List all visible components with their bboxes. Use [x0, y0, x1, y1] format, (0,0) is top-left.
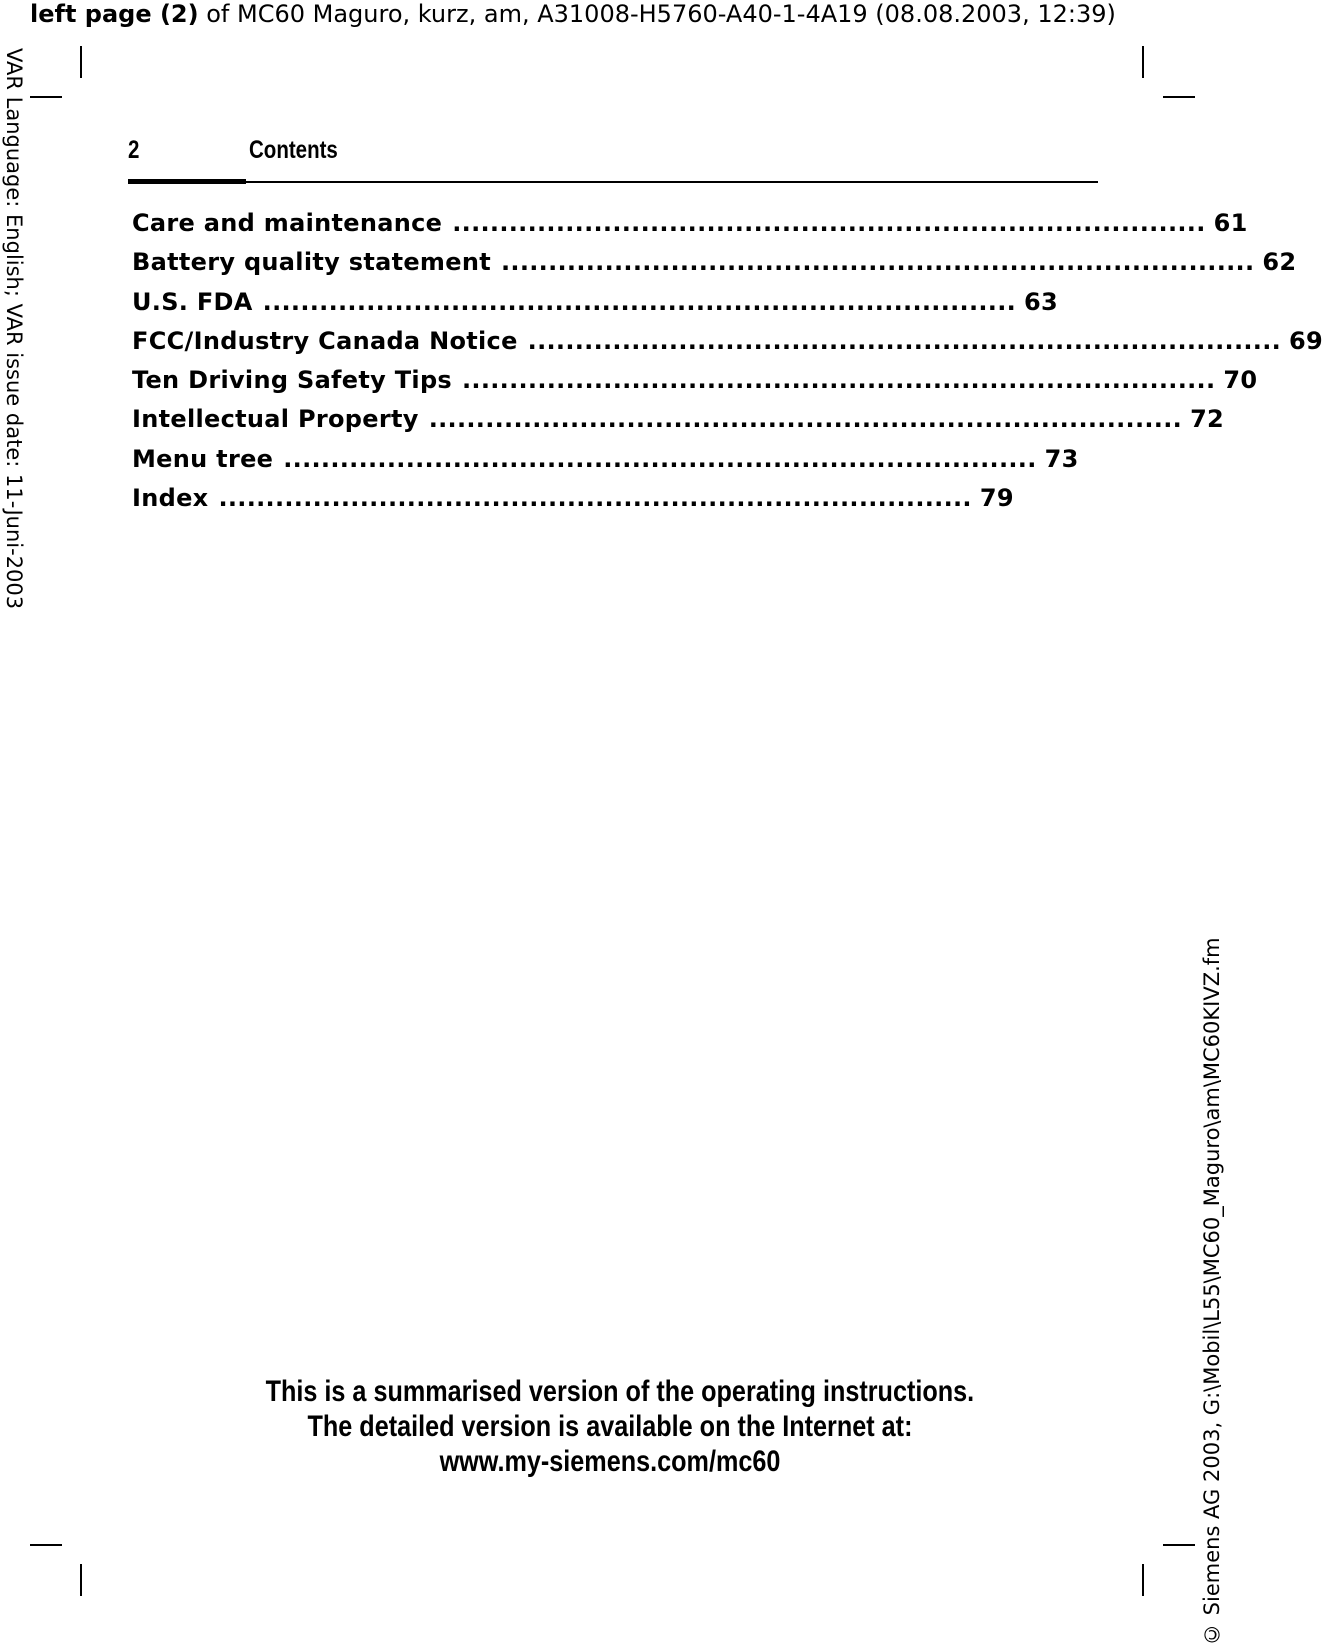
toc-entry-page: 69: [1289, 326, 1323, 355]
toc-entry-page: 73: [1044, 444, 1079, 473]
toc-entry-page: 72: [1190, 405, 1225, 434]
table-of-contents: [132, 209, 1323, 523]
toc-entry-page: 62: [1262, 248, 1297, 277]
toc-leader-dots: ................................................................................: [283, 444, 1037, 473]
toc-entry-label: Care and maintenance: [132, 209, 443, 237]
toc-entry[interactable]: [132, 209, 1248, 248]
toc-entry-page: 63: [1024, 287, 1059, 316]
slug-file-info: of MC60 Maguro, kurz, am, A31008-H5760-A40-1-4A19 (08.08.2003, 12:39): [198, 0, 1116, 28]
side-language-note: VAR Language: English; VAR issue date: 11-Juni-2003: [2, 48, 26, 610]
toc-entry[interactable]: [132, 248, 1297, 287]
crop-mark: [1163, 96, 1195, 98]
notice-url[interactable]: www.my-siemens.com/mc60: [439, 1445, 781, 1478]
toc-entry-label: Menu tree: [132, 444, 274, 473]
toc-entry-page: 61: [1213, 209, 1248, 237]
side-copyright-path: © Siemens AG 2003, G:\Mobil\L55\MC60_Maguro\am\MC60KIVZ.fm: [1200, 937, 1224, 1646]
toc-entry-label: Ten Driving Safety Tips: [132, 366, 453, 395]
notice-line: This is a summarised version of the operating instructions.: [265, 1375, 975, 1408]
toc-entry[interactable]: [132, 287, 1059, 327]
toc-entry[interactable]: [132, 366, 1258, 405]
toc-entry-page: 79: [979, 484, 1014, 513]
print-slug: [30, 0, 1116, 28]
crop-mark: [30, 96, 62, 98]
page-title: Contents: [249, 136, 338, 164]
crop-mark: [30, 1544, 62, 1546]
toc-entry[interactable]: [132, 484, 1014, 523]
toc-leader-dots: ................................................................................: [527, 326, 1282, 355]
header-rule-accent: [128, 179, 246, 184]
toc-entry-label: Intellectual Property: [132, 405, 419, 434]
slug-page-label: left page (2): [30, 0, 199, 28]
toc-leader-dots: ................................................................................: [462, 366, 1216, 395]
toc-leader-dots: ................................................................................: [262, 287, 1017, 316]
toc-leader-dots: ................................................................................: [218, 484, 972, 513]
toc-entry-label: Index: [132, 484, 209, 513]
toc-leader-dots: ................................................................................: [452, 209, 1206, 237]
toc-entry-label: U.S. FDA: [132, 287, 253, 316]
crop-mark: [80, 1564, 82, 1596]
crop-mark: [1142, 46, 1144, 78]
toc-leader-dots: ................................................................................: [428, 405, 1183, 434]
crop-mark: [1142, 1564, 1144, 1596]
toc-entry[interactable]: [132, 405, 1225, 444]
notice-line: The detailed version is available on the Internet at:: [307, 1410, 913, 1443]
toc-entry-label: FCC/Industry Canada Notice: [132, 326, 518, 355]
page-number: 2: [128, 136, 140, 164]
crop-mark: [80, 46, 82, 78]
header-rule: [128, 181, 1098, 183]
summary-notice: [200, 1374, 1020, 1479]
crop-mark: [1163, 1544, 1195, 1546]
toc-entry-label: Battery quality statement: [132, 248, 491, 277]
toc-entry[interactable]: [132, 444, 1079, 484]
toc-entry[interactable]: [132, 326, 1323, 366]
toc-entry-page: 70: [1223, 366, 1258, 395]
toc-leader-dots: ................................................................................: [500, 248, 1255, 277]
